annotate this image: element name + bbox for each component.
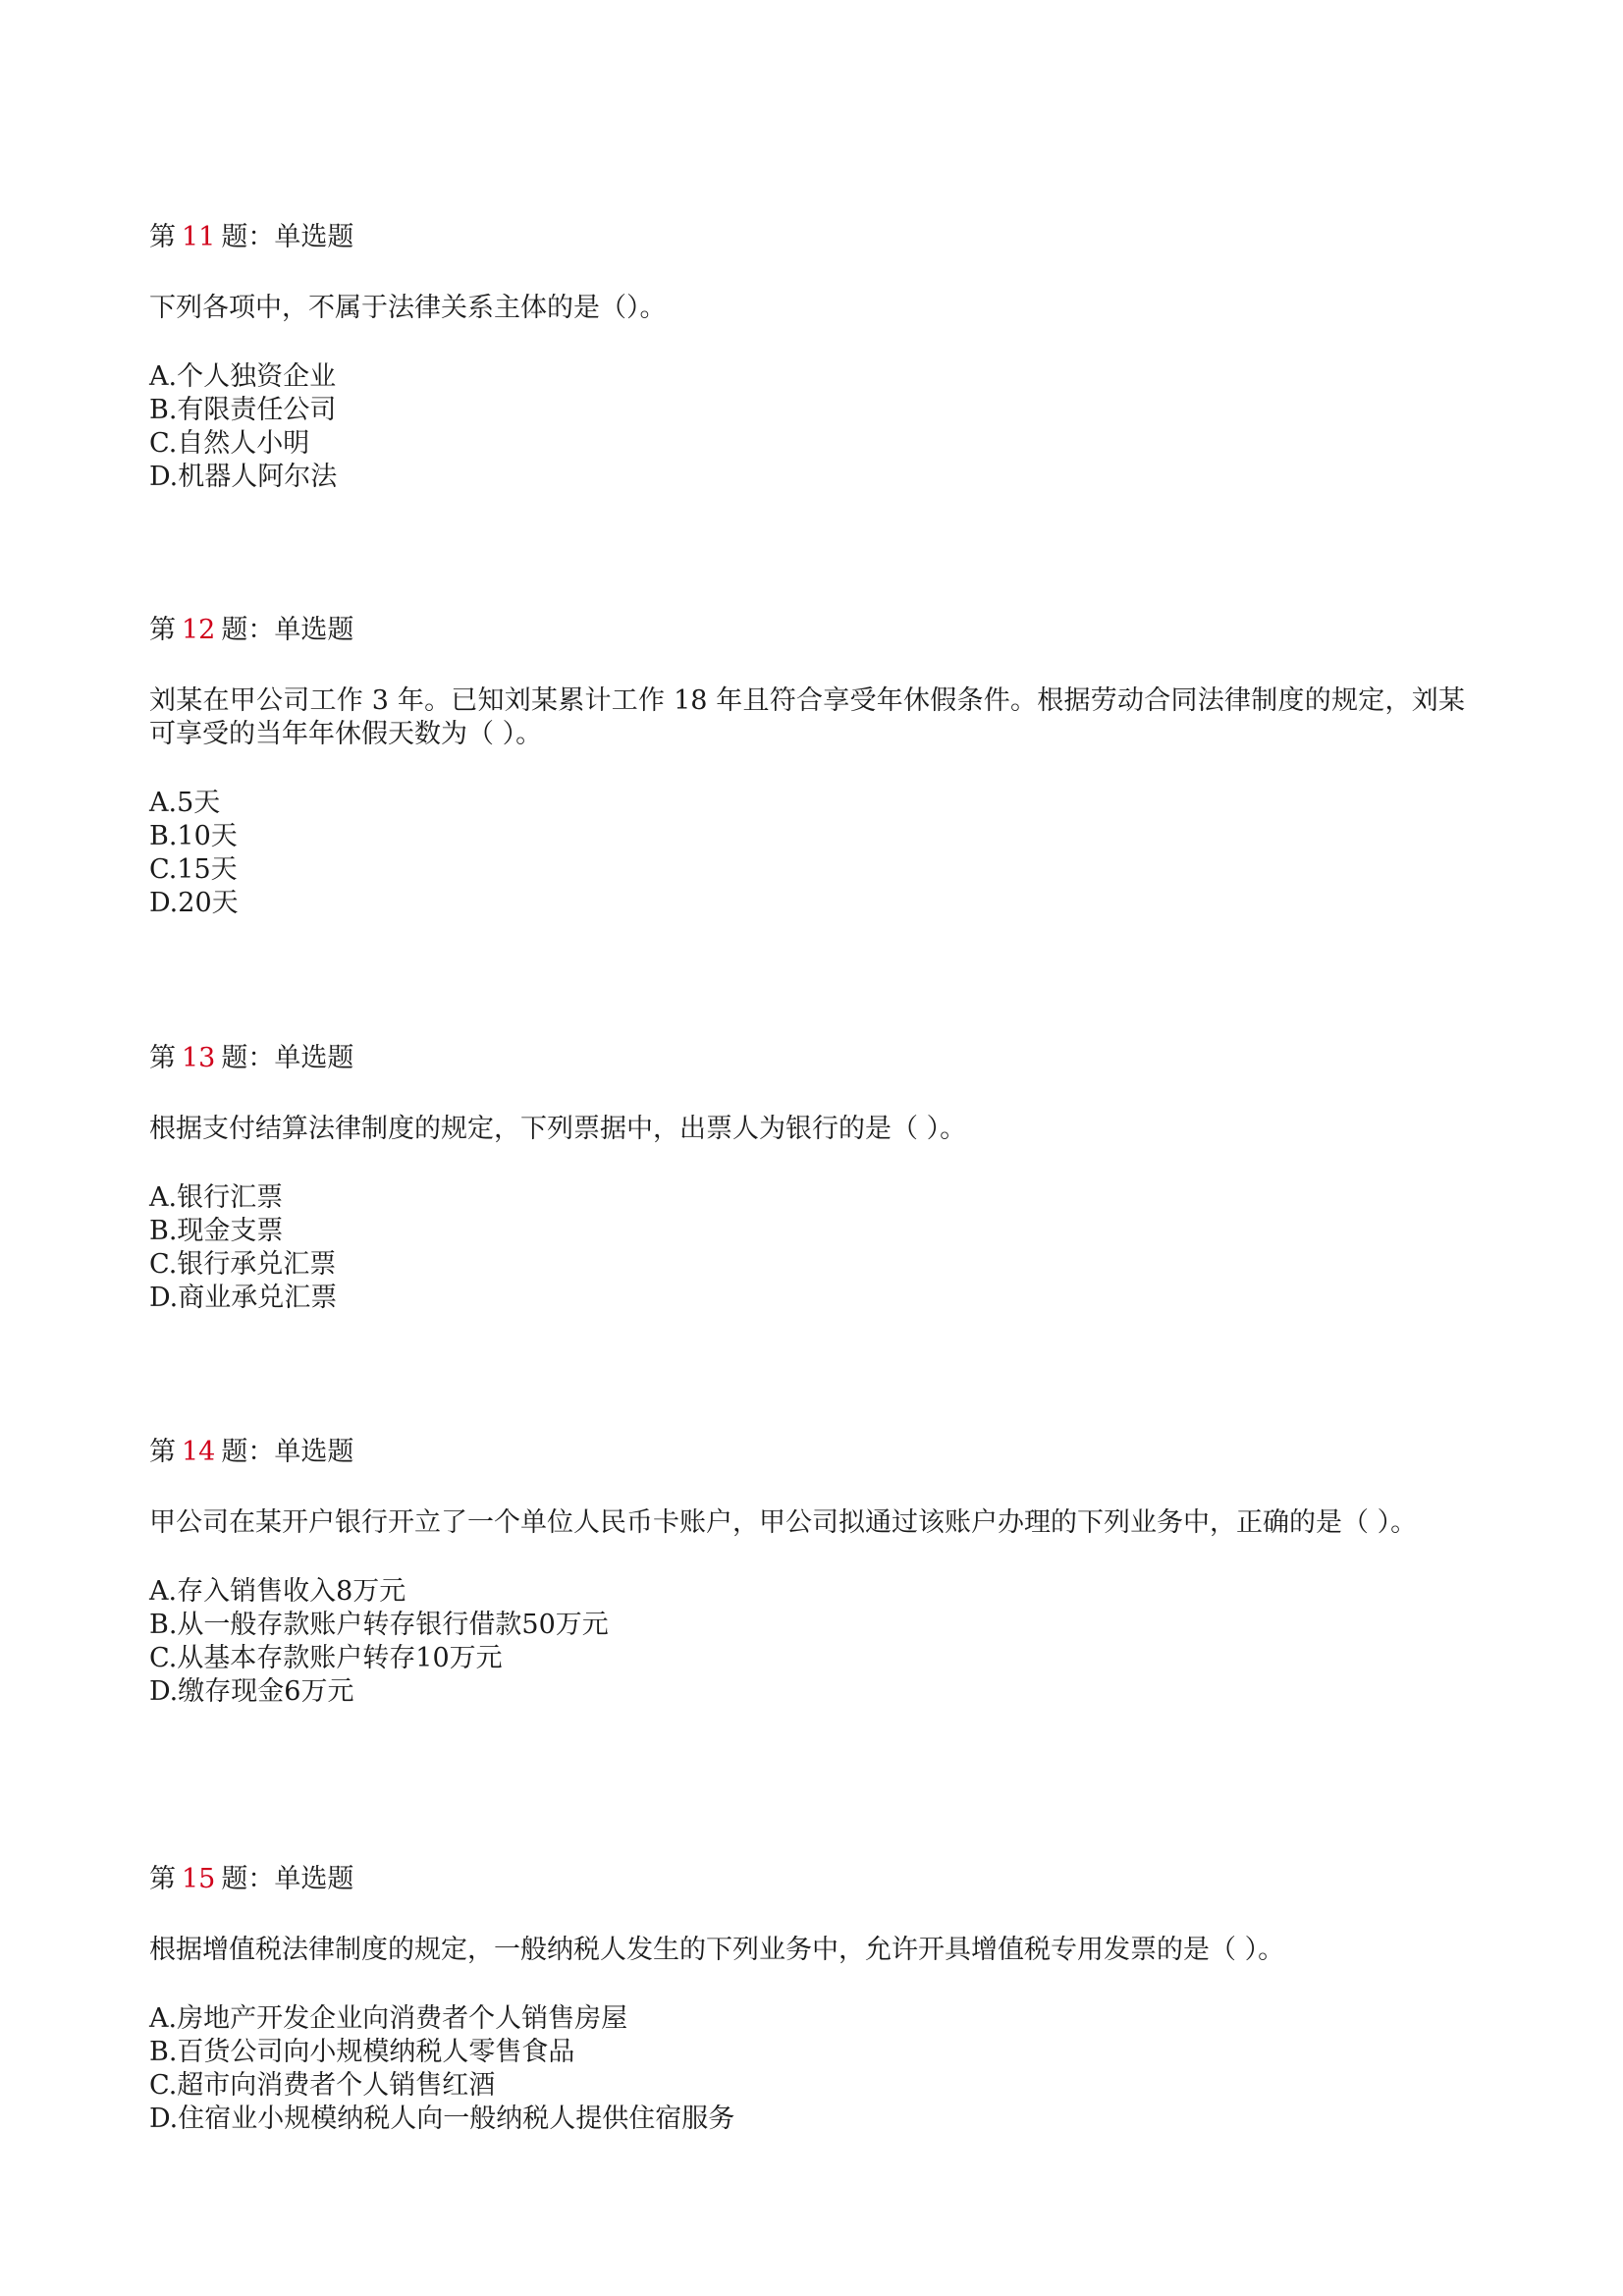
option-c: C.银行承兑汇票 [149,1249,337,1280]
option-b: B.现金支票 [149,1216,284,1246]
question-prefix: 第 [149,1043,176,1073]
question-header [149,221,1465,254]
question-number: 13 [182,1043,216,1073]
question-stem: 刘某在甲公司工作 3 年。已知刘某累计工作 18 年且符合享受年休假条件。根据劳动合同法律制度的规定，刘某可享受的当年年休假天数为（ ）。 [149,685,1465,749]
option-b: B.百货公司向小规模纳税人零售食品 [149,2037,575,2067]
question-number: 14 [182,1437,216,1467]
question-header [149,1042,1465,1075]
option-b: B.从一般存款账户转存银行借款50万元 [149,1610,609,1640]
option-c: C.自然人小明 [149,428,310,459]
question-prefix: 第 [149,1864,176,1894]
question-11 [149,221,1465,494]
option-a: A.银行汇票 [149,1182,284,1213]
option-a: A.房地产开发企业向消费者个人销售房屋 [149,2003,628,2034]
question-header [149,1863,1465,1896]
option-a: A.存入销售收入8万元 [149,1576,406,1607]
option-a: A.个人独资企业 [149,361,337,392]
question-14 [149,1436,1465,1709]
question-stem: 下列各项中，不属于法律关系主体的是（）。 [149,293,667,323]
question-number: 12 [182,615,216,645]
question-stem: 甲公司在某开户银行开立了一个单位人民币卡账户，甲公司拟通过该账户办理的下列业务中，正确的是（ ）。 [149,1507,1418,1538]
option-b: B.10天 [149,821,238,851]
option-list [149,1575,1465,1709]
option-c: C.从基本存款账户转存10万元 [149,1643,503,1673]
option-d: D.缴存现金6万元 [149,1676,354,1707]
question-type: 题：单选题 [221,1864,354,1894]
option-a: A.5天 [149,788,221,818]
option-list [149,787,1465,920]
question-header [149,614,1465,647]
question-15 [149,1863,1465,2136]
option-d: D.住宿业小规模纳税人向一般纳税人提供住宿服务 [149,2104,735,2134]
question-header [149,1436,1465,1469]
option-list [149,360,1465,494]
question-stem: 根据增值税法律制度的规定，一般纳税人发生的下列业务中，允许开具增值税专用发票的是（ ）。 [149,1935,1285,1965]
question-prefix: 第 [149,222,176,252]
question-type: 题：单选题 [221,1043,354,1073]
option-b: B.有限责任公司 [149,395,337,425]
question-prefix: 第 [149,1437,176,1467]
question-type: 题：单选题 [221,1437,354,1467]
question-prefix: 第 [149,615,176,645]
question-stem: 根据支付结算法律制度的规定，下列票据中，出票人为银行的是（ ）。 [149,1114,967,1144]
option-d: D.20天 [149,888,239,918]
option-list [149,1181,1465,1315]
option-list [149,2002,1465,2136]
option-c: C.15天 [149,854,238,885]
option-d: D.商业承兑汇票 [149,1283,338,1313]
question-12 [149,614,1465,920]
question-number: 15 [182,1864,216,1894]
question-13 [149,1042,1465,1315]
option-c: C.超市向消费者个人销售红酒 [149,2070,496,2101]
question-type: 题：单选题 [221,222,354,252]
question-type: 题：单选题 [221,615,354,645]
option-d: D.机器人阿尔法 [149,462,338,492]
question-number: 11 [182,222,216,252]
